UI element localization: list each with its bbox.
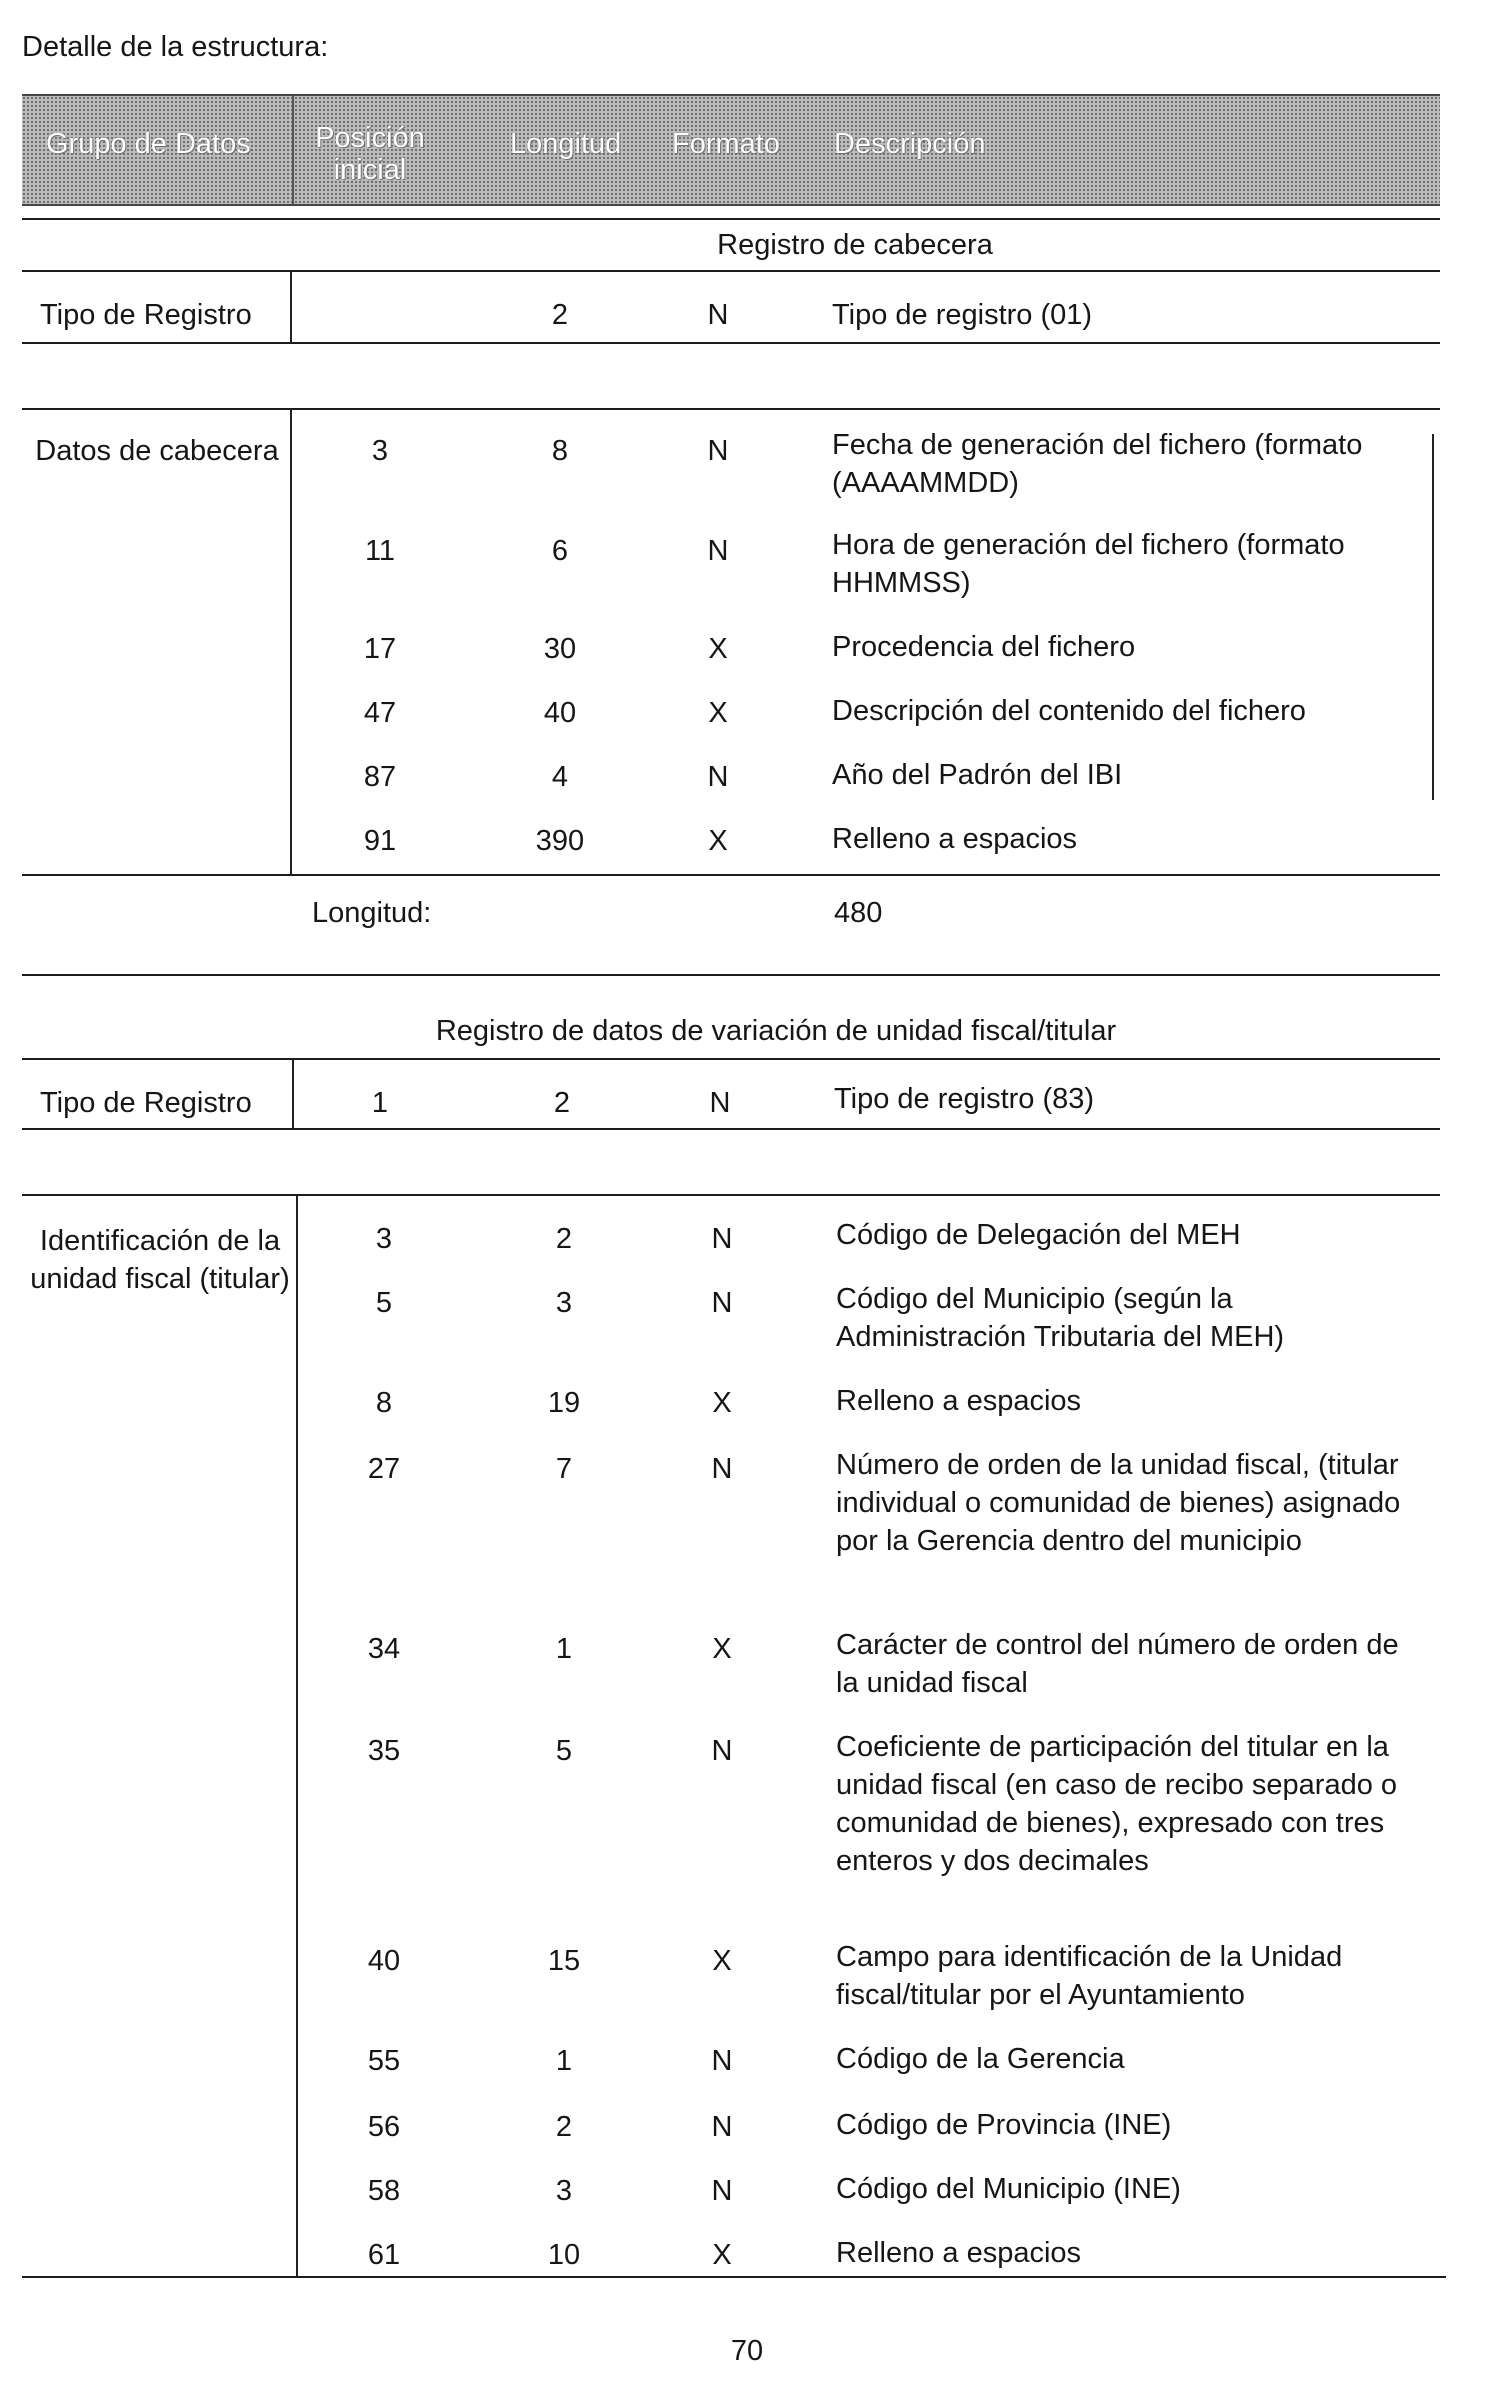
row-format: N: [711, 1223, 733, 1255]
header-position: Posición inicial: [315, 122, 425, 186]
divider: [22, 1058, 1440, 1060]
row-description: Descripción del contenido del fichero: [832, 695, 1306, 727]
row-length: 7: [555, 1453, 573, 1485]
type-length: 2: [553, 1087, 571, 1119]
row-length: 10: [547, 2239, 581, 2271]
header-group: Grupo de Datos: [46, 128, 251, 160]
row-description: Código de Provincia (INE): [836, 2109, 1172, 2141]
row-position: 3: [371, 435, 389, 467]
column-divider: [290, 272, 292, 344]
row-description: Código del Municipio (según la Administración Tributaria del MEH): [836, 1283, 1285, 1353]
intro-text: Detalle de la estructura:: [22, 31, 329, 63]
row-position: 56: [367, 2111, 401, 2143]
row-description: Hora de generación del fichero (formato HHMMSS): [832, 529, 1345, 599]
row-length: 2: [555, 2111, 573, 2143]
row-description: Código del Municipio (INE): [836, 2173, 1181, 2205]
divider: [22, 218, 1440, 220]
divider: [22, 2276, 1446, 2278]
row-position: 47: [363, 697, 397, 729]
divider: [22, 874, 1440, 876]
row-length: 30: [543, 633, 577, 665]
row-format: N: [707, 435, 729, 467]
divider: [22, 342, 1440, 344]
divider: [22, 408, 1440, 410]
row-length: 4: [551, 761, 569, 793]
header-format: Formato: [672, 128, 780, 160]
divider: [22, 974, 1440, 976]
section-title: Registro de datos de variación de unidad fiscal/titular: [435, 1015, 1117, 1047]
row-description: Campo para identificación de la Unidad fiscal/titular por el Ayuntamiento: [836, 1941, 1343, 2011]
row-format: N: [707, 761, 729, 793]
divider: [22, 1128, 1440, 1130]
row-length: 6: [551, 535, 569, 567]
row-description: Código de la Gerencia: [836, 2043, 1125, 2075]
row-position: 61: [367, 2239, 401, 2271]
row-position: 35: [367, 1735, 401, 1767]
row-position: 27: [367, 1453, 401, 1485]
side-rule: [1432, 434, 1434, 800]
row-length: 390: [535, 825, 585, 857]
row-format: N: [707, 535, 729, 567]
row-format: X: [708, 633, 728, 665]
type-description: Tipo de registro (83): [834, 1083, 1095, 1115]
section-title: Registro de cabecera: [717, 229, 993, 261]
row-description: Relleno a espacios: [832, 823, 1078, 855]
type-description: Tipo de registro (01): [832, 299, 1093, 331]
page-number: 70: [730, 2335, 764, 2367]
divider: [22, 1194, 1440, 1196]
length-label: Longitud:: [312, 897, 432, 929]
row-format: X: [712, 1945, 732, 1977]
row-format: N: [711, 1735, 733, 1767]
row-description: Fecha de generación del fichero (formato (AAAAMMDD): [832, 429, 1363, 499]
table-header: [22, 94, 1440, 206]
row-length: 3: [555, 1287, 573, 1319]
row-description: Código de Delegación del MEH: [836, 1219, 1241, 1251]
row-description: Relleno a espacios: [836, 1385, 1082, 1417]
row-length: 1: [555, 1633, 573, 1665]
row-format: N: [711, 2175, 733, 2207]
row-format: X: [712, 2239, 732, 2271]
row-format: X: [712, 1633, 732, 1665]
row-length: 19: [547, 1387, 581, 1419]
type-format: N: [707, 299, 729, 331]
row-length: 3: [555, 2175, 573, 2207]
row-format: X: [708, 697, 728, 729]
column-divider: [290, 410, 292, 876]
row-position: 87: [363, 761, 397, 793]
divider: [22, 270, 1440, 272]
row-format: X: [712, 1387, 732, 1419]
row-description: Procedencia del fichero: [832, 631, 1136, 663]
row-length: 15: [547, 1945, 581, 1977]
row-description: Carácter de control del número de orden de la unidad fiscal: [836, 1629, 1399, 1699]
header-length: Longitud: [510, 128, 622, 160]
type-length: 2: [551, 299, 569, 331]
row-position: 5: [375, 1287, 393, 1319]
row-format: N: [711, 1453, 733, 1485]
row-position: 3: [375, 1223, 393, 1255]
header-description: Descripción: [834, 128, 986, 160]
row-position: 58: [367, 2175, 401, 2207]
row-position: 34: [367, 1633, 401, 1665]
type-position: 1: [371, 1087, 389, 1119]
row-length: 8: [551, 435, 569, 467]
row-position: 40: [367, 1945, 401, 1977]
row-length: 1: [555, 2045, 573, 2077]
row-format: N: [711, 1287, 733, 1319]
row-description: Coeficiente de participación del titular en la unidad fiscal (en caso de recibo separado o comunidad de bienes), expresado con tres enteros y dos decimales: [836, 1731, 1398, 1877]
header-divider: [292, 96, 294, 204]
row-format: N: [711, 2111, 733, 2143]
row-position: 11: [364, 535, 396, 567]
row-description: Relleno a espacios: [836, 2237, 1082, 2269]
row-format: N: [711, 2045, 733, 2077]
type-group-label: Tipo de Registro: [40, 1087, 252, 1119]
row-position: 17: [363, 633, 397, 665]
row-position: 91: [363, 825, 397, 857]
row-length: 40: [543, 697, 577, 729]
row-position: 55: [367, 2045, 401, 2077]
row-position: 8: [375, 1387, 393, 1419]
row-format: X: [708, 825, 728, 857]
group-label: Datos de cabecera: [35, 435, 279, 467]
type-format: N: [709, 1087, 731, 1119]
length-value: 480: [834, 897, 883, 929]
type-group-label: Tipo de Registro: [40, 299, 252, 331]
group-label: Identificación de la unidad fiscal (titular): [30, 1225, 290, 1295]
row-length: 2: [555, 1223, 573, 1255]
row-description: Año del Padrón del IBI: [832, 759, 1123, 791]
column-divider: [296, 1196, 298, 2278]
row-description: Número de orden de la unidad fiscal, (titular individual o comunidad de bienes) asignado por la Gerencia dentro del municipio: [836, 1449, 1401, 1557]
column-divider: [292, 1060, 294, 1130]
row-length: 5: [555, 1735, 573, 1767]
